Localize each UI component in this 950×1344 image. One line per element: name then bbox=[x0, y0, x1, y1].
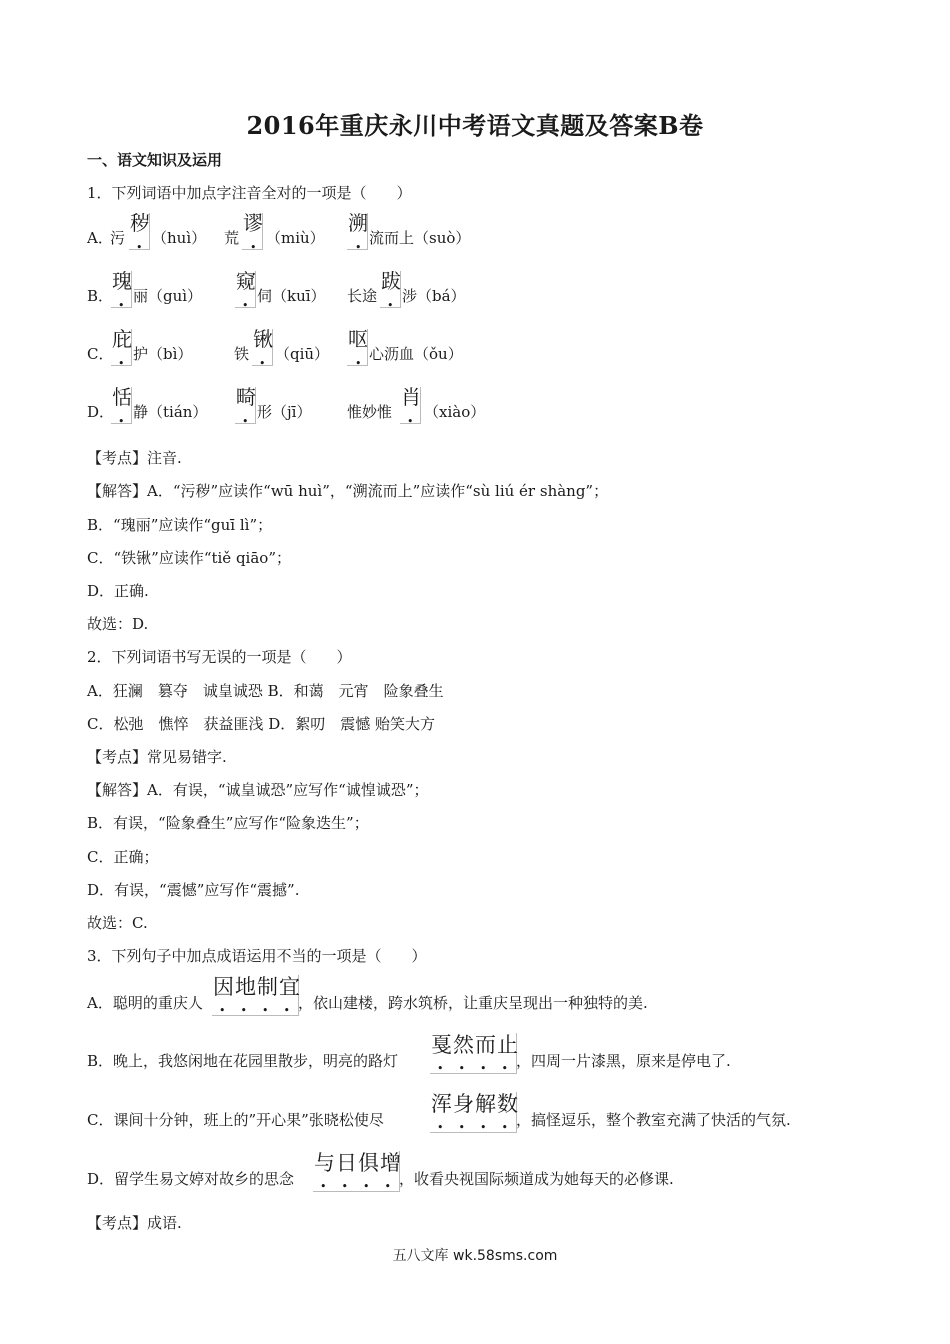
emphasis-dots: •••• bbox=[437, 1121, 523, 1134]
emphasis-dot: • bbox=[259, 357, 266, 370]
q3-option-b-post: ，四周一片漆黑，原来是停电了. bbox=[516, 1052, 731, 1070]
q3-option-d-post: ，收看央视国际频道成为她每天的必修课. bbox=[399, 1170, 674, 1188]
q3-option-b-pre: B．晚上，我悠闲地在花园里散步，明亮的路灯 bbox=[87, 1052, 399, 1070]
q1-c-word2-pinyin: （qiū） bbox=[275, 345, 330, 363]
q2-answer-line: B．有误，“险象叠生”应写作“险象迭生”； bbox=[87, 814, 369, 832]
q1-answer-line: B．“瑰丽”应读作“guī lì”； bbox=[87, 516, 273, 534]
q1-a-word2-prefix: 荒 bbox=[224, 229, 240, 247]
emphasis-dots: •••• bbox=[219, 1004, 305, 1017]
q1-d-word2-big-char: 畸 bbox=[236, 385, 256, 409]
q3-option-c-idiom: 浑身解数 bbox=[431, 1092, 519, 1116]
q1-b-word1-rest: 丽（guì） bbox=[133, 287, 203, 305]
q1-a-word3-rest: 流而上（suò） bbox=[369, 229, 471, 247]
q1-option-a-label: A． bbox=[87, 229, 113, 247]
q1-b-word1-big-char: 瑰 bbox=[112, 269, 132, 293]
q1-a-word1-pinyin: （huì） bbox=[152, 229, 207, 247]
q1-b-word2-rest: 伺（kuī） bbox=[257, 287, 326, 305]
emphasis-dot: • bbox=[118, 415, 125, 428]
q3-stem: 3．下列句子中加点成语运用不当的一项是（ ） bbox=[87, 947, 427, 965]
q1-d-word1-big-char: 恬 bbox=[112, 385, 132, 409]
q2-answer-line: 【解答】A．有误，“诚皇诚恐”应写作“诚惶诚恐”； bbox=[87, 781, 429, 799]
q2-options-line: A．狂澜 篡夺 诚皇诚恐 B．和蔼 元宵 险象叠生 bbox=[87, 682, 444, 700]
emphasis-dot: • bbox=[118, 299, 125, 312]
q3-option-c-post: ，搞怪逗乐，整个教室充满了快活的气氛. bbox=[516, 1111, 791, 1129]
emphasis-dot: • bbox=[407, 415, 414, 428]
q1-b-word3-big-char: 跋 bbox=[381, 269, 401, 293]
q1-a-word1-prefix: 污 bbox=[110, 229, 126, 247]
q3-option-d-pre: D．留学生易文婷对故乡的思念 bbox=[87, 1170, 295, 1188]
emphasis-dots: •••• bbox=[320, 1180, 406, 1193]
q1-c-word3-big-char: 呕 bbox=[348, 327, 368, 351]
q3-option-a-pre: A．聪明的重庆人 bbox=[87, 994, 203, 1012]
footer-watermark: 五八文库 wk.58sms.com bbox=[392, 1248, 558, 1264]
q2-options-line: C．松弛 憔悴 获益匪浅 D．絮叨 震憾 贻笑大方 bbox=[87, 715, 436, 733]
q2-kaodian: 【考点】常见易错字. bbox=[87, 748, 227, 766]
q1-c-word1-rest: 护（bì） bbox=[133, 345, 193, 363]
q3-option-a-idiom: 因地制宜 bbox=[213, 975, 301, 999]
emphasis-dot: • bbox=[136, 241, 143, 254]
emphasis-dots: •••• bbox=[437, 1062, 523, 1075]
q1-d-word3-prefix: 惟妙惟 bbox=[347, 403, 393, 421]
emphasis-dot: • bbox=[355, 241, 362, 254]
q1-a-word2-pinyin: （miù） bbox=[266, 229, 325, 247]
q3-option-b-idiom: 戛然而止 bbox=[431, 1033, 519, 1057]
q1-d-word1-rest: 静（tián） bbox=[133, 403, 208, 421]
q3-option-c-pre: C．课间十分钟，班上的”开心果”张晓松使尽 bbox=[87, 1111, 384, 1129]
q1-c-word2-prefix: 铁 bbox=[234, 345, 250, 363]
q1-option-b-label: B． bbox=[87, 287, 114, 305]
q1-answer-line: D．正确. bbox=[87, 582, 149, 600]
q1-b-word3-prefix: 长途 bbox=[347, 287, 378, 305]
emphasis-dot: • bbox=[118, 357, 125, 370]
emphasis-dot: • bbox=[387, 299, 394, 312]
emphasis-dot: • bbox=[250, 241, 257, 254]
q3-kaodian: 【考点】成语. bbox=[87, 1214, 182, 1232]
q1-kaodian: 【考点】注音. bbox=[87, 449, 182, 467]
q2-answer-line: 故选：C. bbox=[87, 914, 148, 932]
q1-answer-line: C．“铁锹”应读作“tiě qiāo”； bbox=[87, 549, 291, 567]
page-title: 2016年重庆永川中考语文真题及答案B卷 bbox=[246, 111, 704, 140]
q1-answer-line: 【解答】A．“污秽”应读作“wū huì”，“溯流而上”应读作“sù liú ér shàng”； bbox=[87, 482, 609, 500]
q1-stem: 1．下列词语中加点字注音全对的一项是（ ） bbox=[87, 184, 412, 202]
q3-option-d-idiom: 与日俱增 bbox=[314, 1151, 402, 1175]
q1-option-d-label: D． bbox=[87, 403, 115, 421]
q1-c-word3-rest: 心沥血（ǒu） bbox=[369, 345, 463, 363]
q1-d-word3-pinyin: （xiào） bbox=[424, 403, 486, 421]
q2-stem: 2．下列词语书写无误的一项是（ ） bbox=[87, 648, 352, 666]
q2-answer-line: D．有误，“震憾”应写作“震撼”. bbox=[87, 881, 300, 899]
q3-option-a-post: ，依山建楼，跨水筑桥，让重庆呈现出一种独特的美. bbox=[298, 994, 648, 1012]
section-heading: 一、语文知识及运用 bbox=[87, 151, 223, 169]
q1-b-word2-big-char: 窥 bbox=[236, 269, 256, 293]
emphasis-dot: • bbox=[242, 415, 249, 428]
q1-c-word2-big-char: 锹 bbox=[253, 327, 273, 351]
q2-answer-line: C．正确； bbox=[87, 848, 159, 866]
emphasis-dot: • bbox=[355, 357, 362, 370]
q1-c-word1-big-char: 庇 bbox=[112, 327, 132, 351]
q1-answer-line: 故选：D. bbox=[87, 615, 149, 633]
q1-a-word1-big-char: 秽 bbox=[130, 211, 150, 235]
q1-d-word3-big-char: 肖 bbox=[401, 385, 421, 409]
q1-a-word3-big-char: 溯 bbox=[348, 211, 368, 235]
q1-d-word2-rest: 形（jī） bbox=[257, 403, 312, 421]
q1-a-word2-big-char: 谬 bbox=[243, 211, 263, 235]
q1-option-c-label: C． bbox=[87, 345, 114, 363]
q1-b-word3-rest: 涉（bá） bbox=[402, 287, 466, 305]
emphasis-dot: • bbox=[242, 299, 249, 312]
